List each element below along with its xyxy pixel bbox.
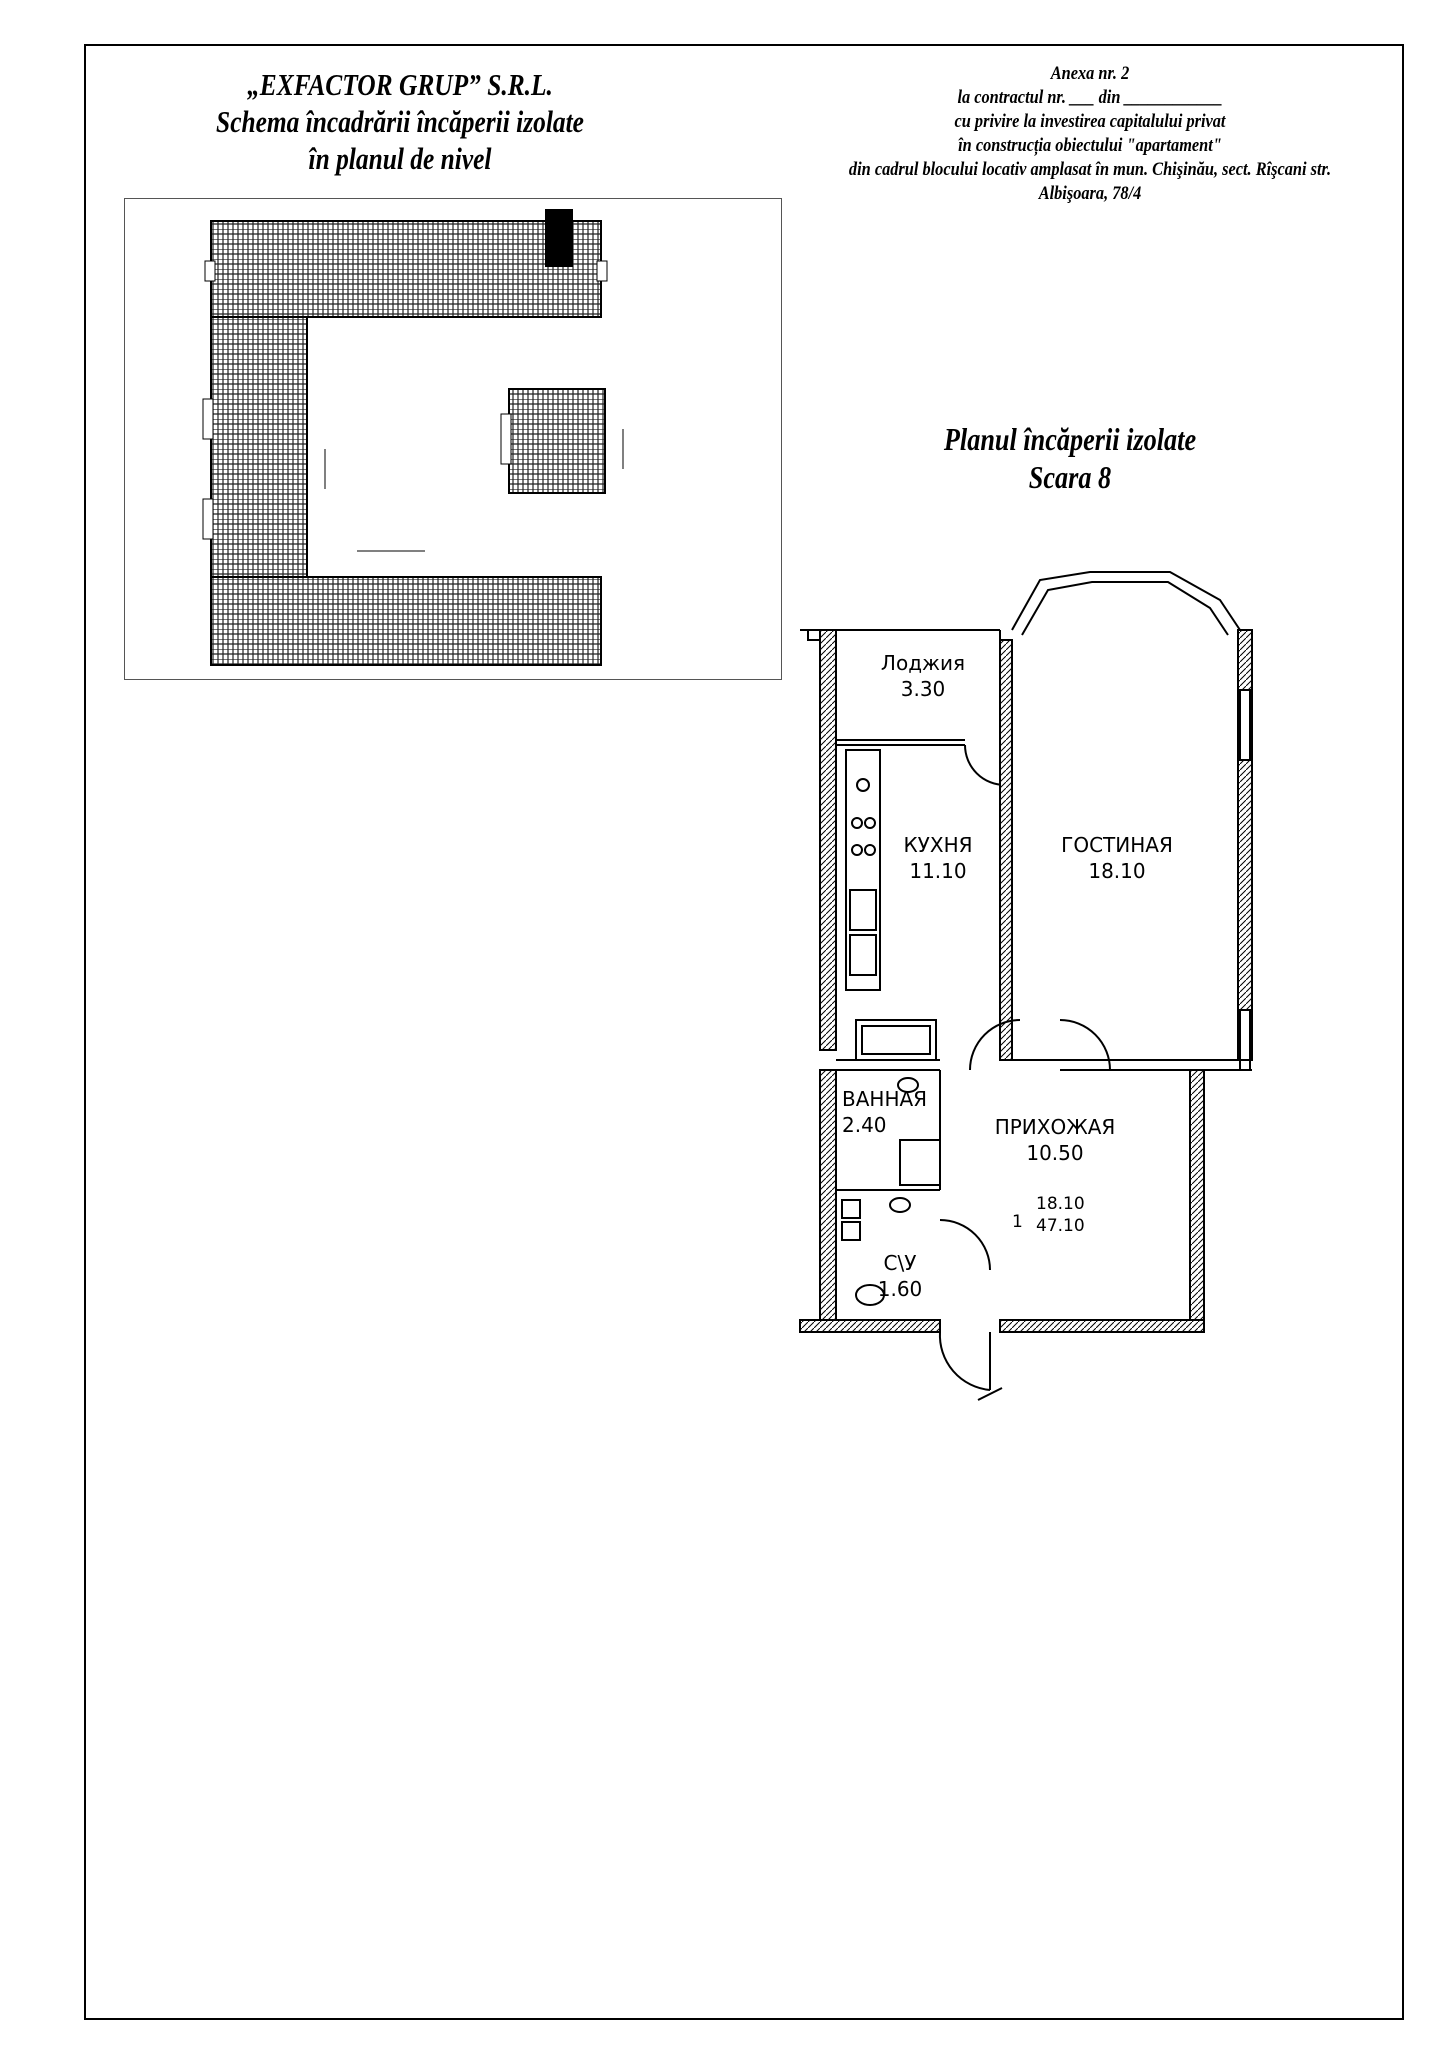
annex-number: Anexa nr. 2: [1050, 63, 1130, 84]
room-loggia-area: 3.30: [900, 677, 946, 701]
rooms-count: 1: [1012, 1212, 1023, 1232]
schema-title-line1: Schema încadrării încăperii izolate: [216, 104, 584, 139]
site-plan-scheme: [124, 198, 782, 680]
company-name: „EXFACTOR GRUP” S.R.L.: [247, 67, 553, 102]
room-bathroom: [842, 1086, 952, 1138]
annex-address: Albişoara, 78/4: [1038, 183, 1142, 204]
site-plan-drawing: [125, 199, 781, 679]
room-kitchen-name: КУХНЯ: [903, 833, 973, 857]
room-hallway-name: ПРИХОЖАЯ: [994, 1115, 1116, 1139]
room-loggia: [868, 650, 978, 702]
annex-purpose: cu privire la investirea capitalului privat: [954, 111, 1226, 132]
room-hallway: [980, 1114, 1130, 1166]
room-living-area: 18.10: [1088, 859, 1146, 883]
annex-object: în construcția obiectului "apartament": [958, 135, 1222, 156]
room-bathroom-name: ВАННАЯ: [842, 1087, 928, 1111]
schema-title-line2: în planul de nivel: [308, 141, 492, 176]
room-living: [1052, 832, 1182, 884]
room-kitchen: [888, 832, 988, 884]
annex-header: [815, 62, 1365, 206]
floor-plan: [790, 560, 1290, 1410]
annex-contract: la contractul nr. ___ din ____________: [957, 87, 1223, 108]
room-wc-area: 1.60: [877, 1277, 923, 1301]
room-loggia-name: Лоджия: [880, 651, 966, 675]
room-hallway-area: 10.50: [1026, 1141, 1084, 1165]
company-header: [187, 66, 613, 177]
room-bathroom-area: 2.40: [842, 1113, 887, 1137]
room-wc-name: С\У: [883, 1251, 917, 1275]
annex-location: din cadrul blocului locativ amplasat în mun. Chişinău, sect. Rîşcani str.: [848, 159, 1332, 180]
plan-title: [898, 420, 1242, 496]
floor-plan-drawing: [790, 560, 1290, 1410]
living-area-total: 18.10: [1036, 1194, 1085, 1214]
apartment-highlight: [545, 209, 573, 267]
plan-heading: Planul încăperii izolate: [943, 421, 1197, 457]
room-living-name: ГОСТИНАЯ: [1061, 833, 1173, 857]
plan-scale: Scara 8: [1028, 459, 1112, 495]
total-area: 47.10: [1036, 1216, 1085, 1236]
room-wc: [870, 1250, 930, 1302]
room-kitchen-area: 11.10: [909, 859, 967, 883]
